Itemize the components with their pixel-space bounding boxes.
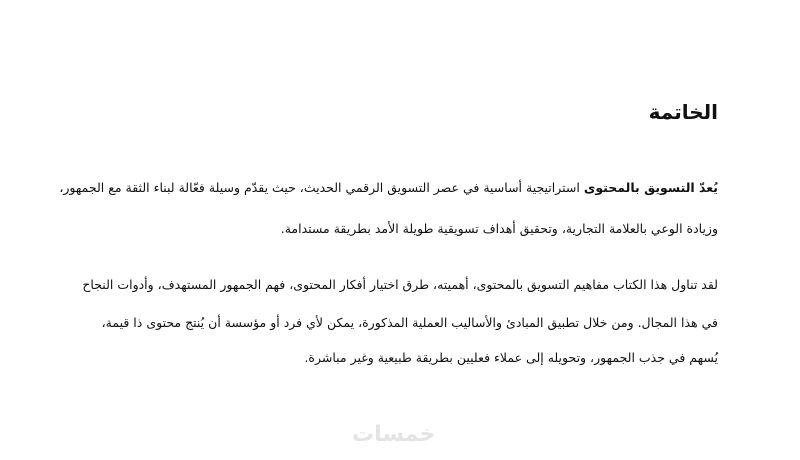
paragraph-2-line-3: يُسهم في جذب الجمهور، وتحويله إلى عملاء فعليين بطريقة طبيعية وغير مباشرة. [304,350,718,365]
paragraph-1-line-1 [59,179,718,197]
bold-term: يُعدّ التسويق بالمحتوى [583,180,718,195]
paragraph-2-line-2: في هذا المجال. ومن خلال تطبيق المبادئ والأساليب العملية المذكورة، يمكن لأي فرد أو مؤسسة أن يُنتج محتوى ذا قيمة، [101,315,718,330]
page-title: الخاتمة [648,100,718,124]
paragraph-1-line-2: وزيادة الوعي بالعلامة التجارية، وتحقيق أهداف تسويقية طويلة الأمد بطريقة مستدامة. [280,221,718,236]
watermark-logo: خمسات [352,422,436,447]
paragraph-1-line-1-text: استراتيجية أساسية في عصر التسويق الرقمي الحديث، حيث يقدّم وسيلة فعّالة لبناء الثقة مع الجمهور، [59,180,584,195]
paragraph-2-line-1: لقد تناول هذا الكتاب مفاهيم التسويق بالمحتوى، أهميته، طرق اختيار أفكار المحتوى، فهم الجمهور المستهدف، وأدوات النجاح [82,277,718,292]
